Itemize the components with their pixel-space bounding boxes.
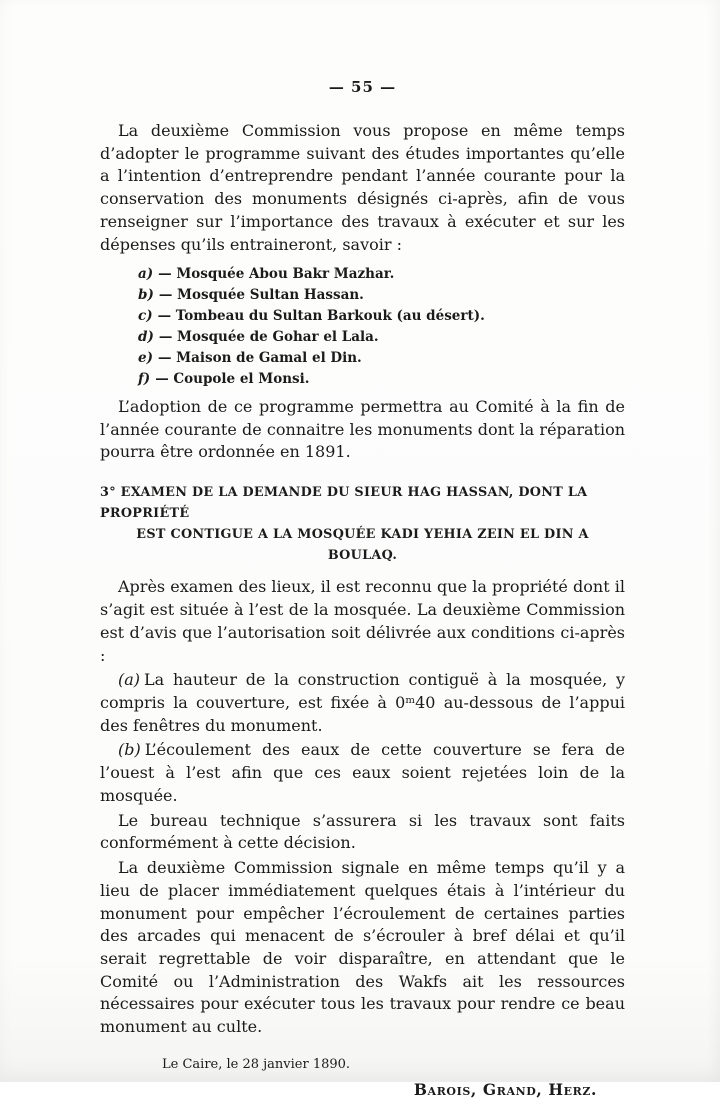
bureau-paragraph: Le bureau technique s’assurera si les travaux sont faits conformément à cette décision.	[100, 810, 625, 853]
list-item-f	[138, 369, 625, 390]
heading-line-2: EST CONTIGUE A LA MOSQUÉE KADI YEHIA ZEIN EL DIN A BOULAQ.	[136, 527, 589, 564]
list-item-b	[138, 285, 625, 306]
apres-examen-paragraph: Après examen des lieux, il est reconnu que la propriété dont il s’agit est située à l’est de la mosquée. La deuxième Commission est d’avis que l’autorisation soit délivrée aux conditions ci-après :	[100, 577, 625, 665]
condition-b-marker: (b)	[118, 740, 141, 760]
condition-a-marker: (a)	[118, 670, 141, 690]
list-item-letter: e)	[138, 350, 153, 366]
heading-line-1: 3° EXAMEN DE LA DEMANDE DU SIEUR HAG HASSAN, DONT LA PROPRIÉTÉ	[100, 485, 588, 522]
intro-paragraph: La deuxième Commission vous propose en même temps d’adopter le programme suivant des études importantes qu’elle a l’intention d’entreprendre pendant l’année courante pour la conservation des monuments désignés ci-après, afin de vous renseigner sur l’importance des travaux à exécuter et sur les dépenses qu’ils entraineront, savoir :	[100, 121, 625, 254]
list-item-text: — Maison de Gamal el Din.	[157, 350, 362, 366]
list-item-a	[138, 264, 625, 285]
adoption-paragraph: L’adoption de ce programme permettra au Comité à la fin de l’année courante de connaitre les monuments dont la réparation pourra être ordonnée en 1891.	[100, 396, 625, 462]
signature: Barois, Grand, Herz.	[413, 1079, 597, 1099]
commission-note-paragraph: La deuxième Commission signale en même temps qu’il y a lieu de placer immédiatement quelques étais à l’intérieur du monument pour empêcher l’écroulement de certaines parties des arcades qui menacent de s’écrouler à bref délai et qu’il serait regrettable de voir disparaître, en attendant que le Comité ou l’Administration des Wakfs ait les ressources nécessaires pour exécuter tous les travaux pour rendre ce beau monument au culte.	[100, 858, 625, 1037]
condition-a-text: La hauteur de la construction contiguë à la mosquée, y compris la couverture, est fixée à 0ᵐ40 au-dessous de l’appui des fenêtres du monument.	[100, 670, 625, 735]
list-item-letter: c)	[138, 308, 153, 325]
condition-b-paragraph	[100, 739, 625, 807]
list-item-letter: b)	[138, 287, 154, 304]
page-number: — 55 —	[328, 78, 397, 96]
list-item-text: — Mosquée de Gohar el Lala.	[158, 329, 379, 346]
list-item-text: — Mosquée Sultan Hassan.	[158, 287, 364, 304]
condition-b-text: L’écoulement des eaux de cette couverture se fera de l’ouest à l’est afin que ces eaux soient rejetées loin de la mosquée.	[100, 740, 625, 805]
list-item-letter: d)	[138, 329, 154, 346]
list-item-text: — Tombeau du Sultan Barkouk (au désert).	[157, 308, 485, 325]
list-item-d	[138, 327, 625, 348]
monument-list	[138, 264, 625, 390]
list-item-letter: f)	[138, 370, 151, 387]
section-heading	[100, 482, 625, 566]
list-item-text: — Coupole el Monsi.	[155, 370, 310, 387]
list-item-e	[138, 348, 625, 369]
dateline: Le Caire, le 28 janvier 1890.	[162, 1056, 351, 1072]
condition-a-paragraph	[100, 669, 625, 737]
list-item-letter: a)	[138, 266, 154, 283]
list-item-text: — Mosquée Abou Bakr Mazhar.	[158, 266, 395, 283]
list-item-c	[138, 306, 625, 327]
